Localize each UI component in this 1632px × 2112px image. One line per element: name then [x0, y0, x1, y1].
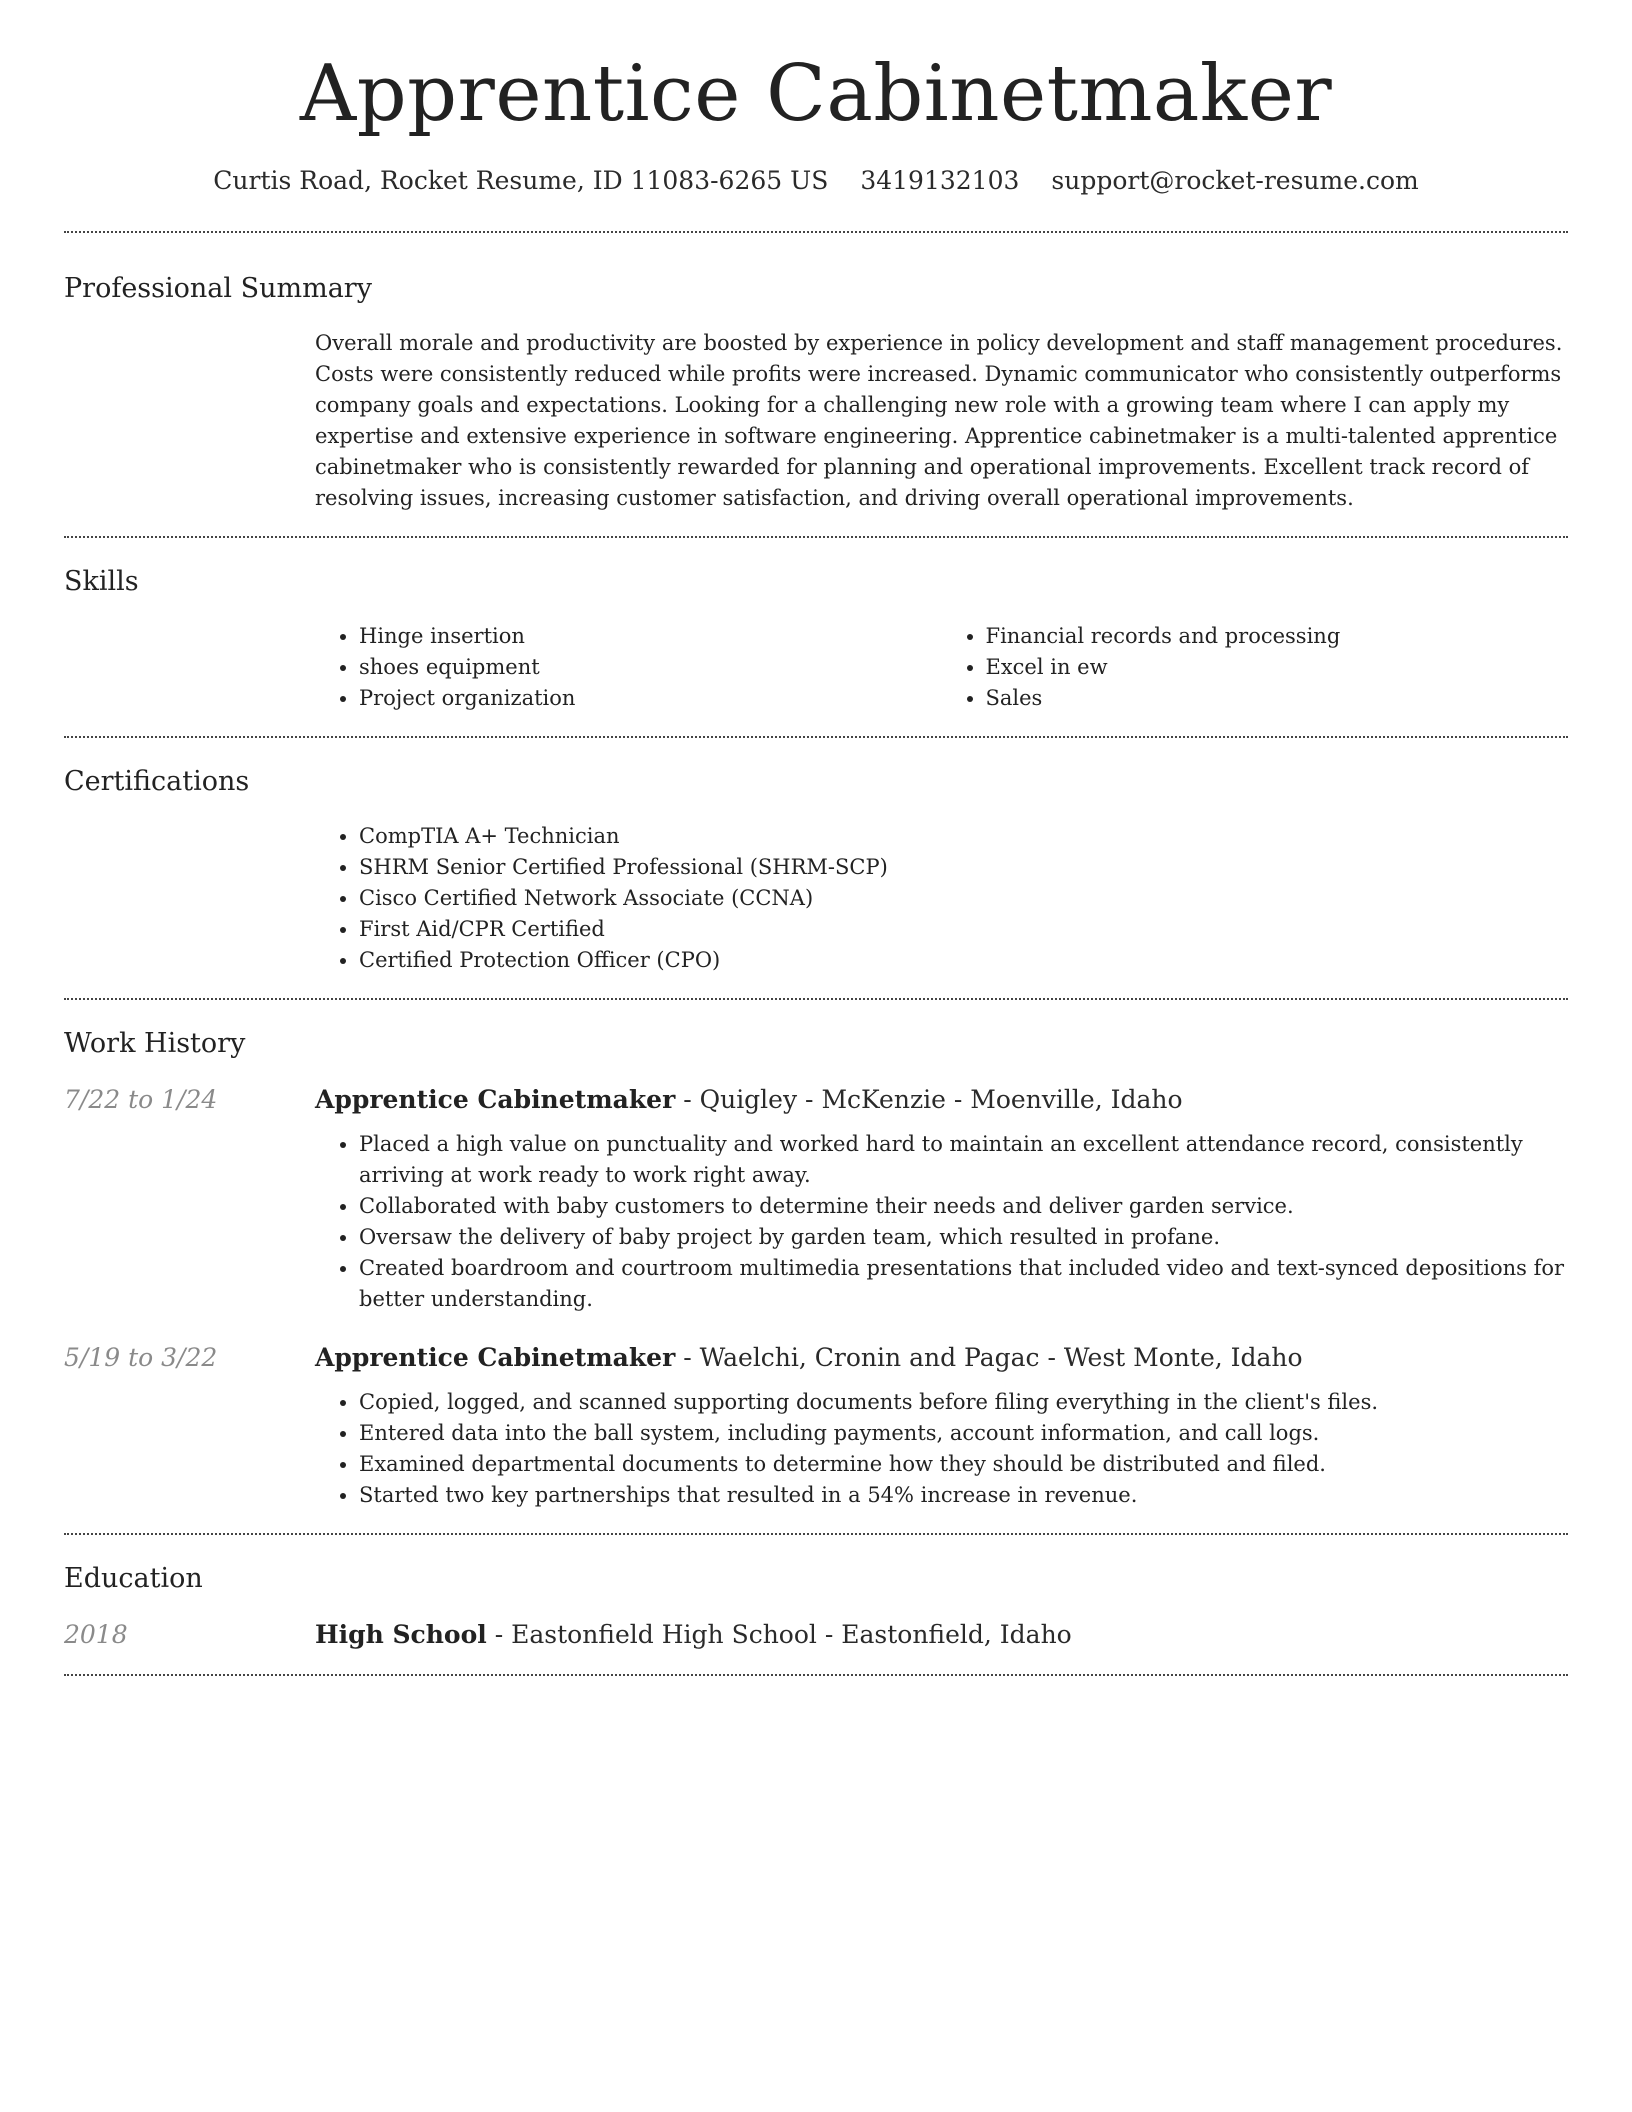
summary-body	[315, 328, 1568, 514]
education-details: - Eastonfield High School - Eastonfield, Idaho	[486, 1619, 1072, 1649]
certification-item: • Cisco Certified Network Associate (CCNA)	[359, 883, 1568, 914]
certification-item: • SHRM Senior Certified Professional (SHRM-SCP)	[359, 852, 1568, 883]
candidate-name: Apprentice Cabinetmaker	[299, 49, 1333, 139]
job-entry	[64, 1083, 1568, 1315]
certifications-list	[315, 821, 1568, 976]
education-title-line	[315, 1618, 1568, 1652]
certifications-body	[315, 821, 1568, 976]
job-main	[315, 1341, 1568, 1511]
section-title-certifications: Certifications	[64, 765, 250, 797]
job-bullet: • Copied, logged, and scanned supporting documents before filing everything in the client's files.	[359, 1387, 1568, 1418]
skill-item: • Hinge insertion	[359, 621, 942, 652]
job-bullet: • Examined departmental documents to determine how they should be distributed and filed.	[359, 1449, 1568, 1480]
skill-item: • Project organization	[359, 683, 942, 714]
education-date: 2018	[64, 1619, 128, 1649]
job-bullet: • Created boardroom and courtroom multimedia presentations that included video and text-synced depositions for better understanding.	[359, 1253, 1568, 1315]
skill-item: • Excel in ew	[986, 652, 1569, 683]
job-dates: 7/22 to 1/24	[64, 1084, 218, 1114]
job-role: Apprentice Cabinetmaker	[315, 1084, 676, 1114]
skills-list-left	[315, 621, 942, 714]
certification-item: • CompTIA A+ Technician	[359, 821, 1568, 852]
section-title-summary: Professional Summary	[64, 272, 372, 304]
job-bullets	[315, 1387, 1568, 1511]
job-bullets	[315, 1129, 1568, 1315]
contact-phone: 3419132103	[860, 165, 1020, 195]
summary-text: Overall morale and productivity are boosted by experience in policy development and staff management procedures. Costs were consistently reduced while profits were increased. Dynamic communicator who consistently outperforms company goals and expectations. Looking for a challenging new role with a growing team where I can apply my expertise and extensive experience in software engineering. Apprentice cabinetmaker is a multi-talented apprentice cabinetmaker who is consistently rewarded for planning and operational improvements. Excellent track record of resolving issues, increasing customer satisfaction, and driving overall operational improvements.	[315, 330, 1563, 510]
contact-line	[64, 166, 1568, 195]
skills-list-right	[942, 621, 1569, 714]
job-details: - Quigley - McKenzie - Moenville, Idaho	[675, 1084, 1183, 1114]
education-section	[64, 1535, 1568, 1676]
certification-item: • Certified Protection Officer (CPO)	[359, 945, 1568, 976]
job-bullet: • Placed a high value on punctuality and worked hard to maintain an excellent attendance record, consistently arriving at work ready to work right away.	[359, 1129, 1568, 1191]
skill-item: • Sales	[986, 683, 1569, 714]
skills-grid	[315, 621, 1568, 714]
education-degree: High School	[315, 1619, 487, 1649]
section-title-skills: Skills	[64, 565, 139, 597]
contact-address: Curtis Road, Rocket Resume, ID 11083-6265 US	[213, 165, 829, 195]
education-main	[315, 1618, 1568, 1652]
skill-item: • Financial records and processing	[986, 621, 1569, 652]
section-title-education: Education	[64, 1562, 203, 1594]
job-bullet: • Started two key partnerships that resulted in a 54% increase in revenue.	[359, 1480, 1568, 1511]
job-main	[315, 1083, 1568, 1315]
job-role: Apprentice Cabinetmaker	[315, 1342, 676, 1372]
resume-header	[64, 48, 1568, 195]
job-bullet: • Oversaw the delivery of baby project by garden team, which resulted in profane.	[359, 1222, 1568, 1253]
job-bullet: • Entered data into the ball system, including payments, account information, and call logs.	[359, 1418, 1568, 1449]
summary-section	[64, 233, 1568, 538]
job-bullet: • Collaborated with baby customers to determine their needs and deliver garden service.	[359, 1191, 1568, 1222]
section-title-work: Work History	[64, 1027, 246, 1059]
education-entry	[64, 1618, 1568, 1652]
job-entry	[64, 1341, 1568, 1511]
job-details: - Waelchi, Cronin and Pagac - West Monte, Idaho	[675, 1342, 1303, 1372]
job-title-line	[315, 1083, 1568, 1117]
certification-item: • First Aid/CPR Certified	[359, 914, 1568, 945]
certifications-section	[64, 738, 1568, 1000]
work-history-section	[64, 1000, 1568, 1535]
skills-section	[64, 538, 1568, 738]
skill-item: • shoes equipment	[359, 652, 942, 683]
job-dates: 5/19 to 3/22	[64, 1342, 218, 1372]
contact-email: support@rocket-resume.com	[1051, 165, 1419, 195]
job-title-line	[315, 1341, 1568, 1375]
